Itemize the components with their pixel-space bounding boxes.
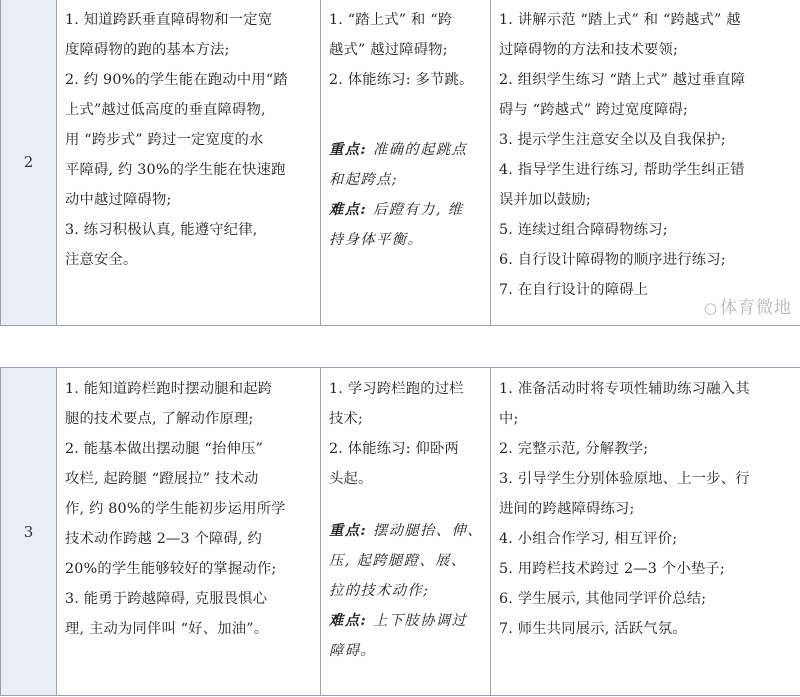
method-line: 过障碍物的方法和技术要领; [499, 42, 678, 58]
objective-line: 上式”越过低高度的垂直障碍物, [65, 102, 266, 118]
key-text: 和起跨点; [329, 172, 399, 188]
methods-list [491, 0, 800, 309]
methods-cell [491, 368, 800, 696]
content-cell [321, 368, 491, 696]
content-cell [321, 0, 491, 326]
method-line: 3. 提示学生注意安全以及自我保护; [499, 132, 726, 148]
watermark-text: 体育微地 [720, 298, 792, 318]
key-point [329, 516, 484, 546]
key-text: 摆动腿抬、伸、 [373, 523, 483, 539]
row-number: 3 [23, 522, 34, 541]
difficulty-label: 难点: [329, 202, 368, 218]
method-line: 碍与 “跨越式” 跨过宽度障碍; [499, 102, 688, 118]
difficulty-point [329, 606, 484, 636]
content-line: 技术; [329, 411, 364, 427]
objective-line: 动中越过障碍物; [65, 192, 172, 208]
difficulty-text: 后蹬有力, 维 [373, 202, 464, 218]
key-label: 重点: [329, 523, 368, 539]
objective-line: 注意安全。 [65, 252, 138, 268]
method-line: 4. 指导学生进行练习, 帮助学生纠正错 [499, 162, 745, 178]
difficulty-label: 难点: [329, 613, 368, 629]
methods-cell [491, 0, 800, 326]
content-line: 1. “踏上式” 和 “跨 [329, 12, 453, 28]
row-number-cell [1, 368, 57, 696]
objectives-cell [57, 368, 321, 696]
difficulty-text: 上下肢协调过 [373, 613, 468, 629]
key-text: 拉的技术动作; [329, 583, 430, 599]
objective-line: 攻栏, 起跨腿 “蹬展拉” 技术动 [65, 471, 259, 487]
method-line: 2. 组织学生练习 “踏上式” 越过垂直障 [499, 72, 746, 88]
method-line: 6. 学生展示, 其他同学评价总结; [499, 591, 707, 607]
method-line: 1. 讲解示范 “踏上式” 和 “跨越式” 越 [499, 12, 741, 28]
method-line: 1. 准备活动时将专项性辅助练习融入其 [499, 381, 750, 397]
key-point [329, 135, 484, 165]
row-number: 2 [23, 153, 34, 171]
method-line: 误并加以鼓励; [499, 192, 591, 208]
method-line: 6. 自行设计障碍物的顺序进行练习; [499, 252, 726, 268]
objectives-list [57, 368, 320, 648]
content-list [321, 368, 490, 670]
objective-line: 技术动作跨越 2—3 个障碍, 约 [65, 531, 263, 547]
key-text: 压, 起跨腿蹬、展、 [329, 553, 467, 569]
objective-line: 3. 练习积极认真, 能遵守纪律, [65, 222, 258, 238]
objective-line: 2. 能基本做出摆动腿 “抬伸压” [65, 441, 264, 457]
key-label: 重点: [329, 142, 368, 158]
method-line: 进间的跨越障碍练习; [499, 501, 635, 517]
objective-line: 平障碍, 约 30%的学生能在快速跑 [65, 162, 286, 178]
objective-line: 20%的学生能够较好的掌握动作; [65, 561, 277, 577]
content-line: 越式” 越过障碍物; [329, 42, 448, 58]
row-number-cell [1, 0, 57, 326]
method-line: 7. 师生共同展示, 活跃气氛。 [499, 621, 687, 637]
objective-line: 理, 主动为同伴叫 “好、加油”。 [65, 621, 269, 637]
content-line: 2. 体能练习: 仰卧两 [329, 441, 460, 457]
method-line: 5. 用跨栏技术跨过 2—3 个小垫子; [499, 561, 725, 577]
objective-line: 度障碍物的跑的基本方法; [65, 42, 230, 58]
key-text: 准确的起跳点 [373, 142, 468, 158]
lesson-table-row-3 [0, 367, 800, 696]
objective-line: 作, 约 80%的学生能初步运用所学 [65, 501, 286, 517]
difficulty-text: 持身体平衡。 [329, 232, 424, 248]
difficulty-point [329, 195, 484, 225]
content-line: 2. 体能练习: 多节跳。 [329, 72, 474, 88]
difficulty-text: 障碍。 [329, 643, 377, 659]
content-line: 头起。 [329, 471, 373, 487]
objective-line: 腿的技术要点, 了解动作原理; [65, 411, 254, 427]
method-line: 中; [499, 411, 519, 427]
lesson-table-row-2 [0, 0, 800, 326]
content-list [321, 0, 490, 259]
objective-line: 2. 约 90%的学生能在跑动中用“踏 [65, 72, 288, 88]
objective-line: 用 “跨步式” 跨过一定宽度的水 [65, 132, 264, 148]
objective-line: 1. 能知道跨栏跑时摆动腿和起跨 [65, 381, 273, 397]
watermark [704, 293, 792, 318]
chat-bubble-icon: ○ [703, 299, 718, 317]
objectives-list [57, 0, 320, 279]
objectives-cell [57, 0, 321, 326]
method-line: 3. 引导学生分别体验原地、上一步、行 [499, 471, 750, 487]
method-line: 4. 小组合作学习, 相互评价; [499, 531, 678, 547]
objective-line: 1. 知道跨跃垂直障碍物和一定宽 [65, 12, 273, 28]
method-line: 7. 在自行设计的障碍上 [499, 282, 649, 298]
content-line: 1. 学习跨栏跑的过栏 [329, 381, 464, 397]
method-line: 2. 完整示范, 分解教学; [499, 441, 649, 457]
objective-line: 3. 能勇于跨越障碍, 克服畏惧心 [65, 591, 268, 607]
methods-list [491, 368, 800, 648]
method-line: 5. 连续过组合障碍物练习; [499, 222, 668, 238]
